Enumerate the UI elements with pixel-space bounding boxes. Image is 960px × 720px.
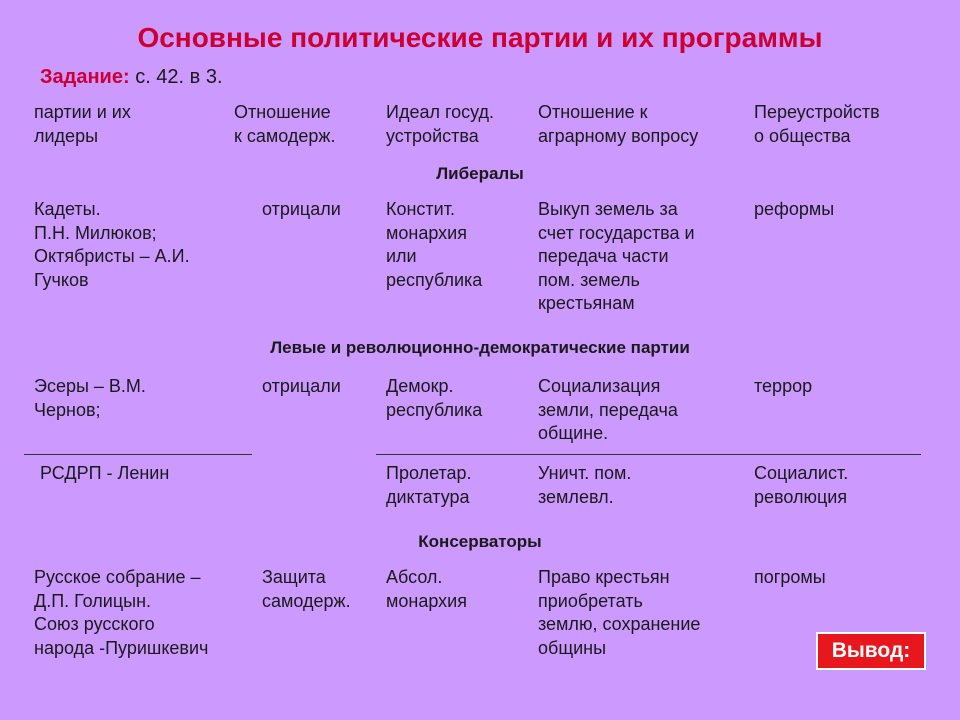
page-title: Основные политические партии и их программы [137,22,823,53]
liberals-party: Кадеты. П.Н. Милюков; Октябристы – А.И. Гучков [34,199,190,290]
liberals-agrarian: Выкуп земель за счет государства и передача части пом. земель крестьянам [538,199,695,313]
liberals-autocracy: отрицали [262,199,341,219]
conclusion-button[interactable]: Вывод: [816,632,926,670]
divider-left [24,454,252,455]
divider-right [376,454,921,455]
sr-society: террор [754,376,813,396]
section-left: Левые и революционно-демократические партии [270,338,690,357]
header-society: Переустройств о общества [754,102,880,146]
sr-autocracy: отрицали [262,376,341,396]
sr-party: Эсеры – В.М. Чернов; [34,376,146,420]
sr-ideal: Демокр. республика [386,376,483,420]
task-text: с. 42. в 3. [129,66,223,88]
header-agrarian: Отношение к аграрному вопросу [538,102,699,146]
rsdrp-society: Социалист. революция [754,463,849,507]
header-ideal: Идеал госуд. устройства [386,102,495,146]
rsdrp-ideal: Пролетар. диктатура [386,463,472,507]
conservatives-autocracy: Защита самодерж. [262,567,351,611]
conservatives-party: Русское собрание – Д.П. Голицын. Союз русского народа -Пуришкевич [34,567,209,658]
sr-agrarian: Социализация земли, передача общине. [538,376,678,443]
header-parties: партии и их лидеры [34,102,131,146]
header-autocracy: Отношение к самодерж. [234,102,336,146]
conservatives-society: погромы [754,567,826,587]
rsdrp-party: РСДРП - Ленин [40,463,170,483]
conservatives-ideal: Абсол. монархия [386,567,467,611]
rsdrp-agrarian: Уничт. пом. землевл. [538,463,632,507]
task-line [40,66,223,89]
liberals-ideal: Констит. монархия или республика [386,199,483,290]
conservatives-agrarian: Право крестьян приобретать землю, сохранение общины [538,567,701,658]
section-conservatives: Консерваторы [418,532,542,551]
task-label: Задание: [40,66,130,88]
section-liberals: Либералы [436,164,524,183]
liberals-society: реформы [754,199,835,219]
